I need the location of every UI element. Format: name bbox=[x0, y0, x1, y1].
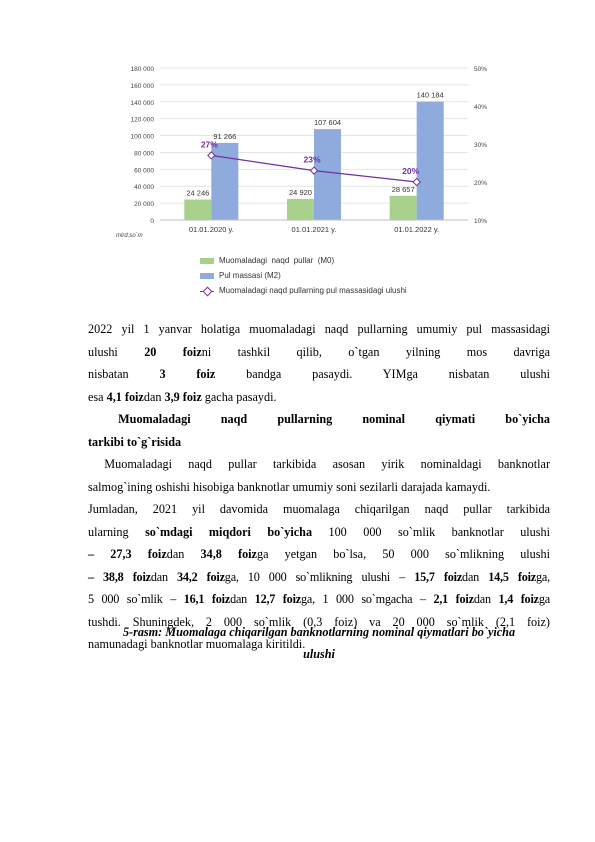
y2-tick-label: 10% bbox=[474, 218, 488, 225]
text-line bbox=[88, 498, 550, 521]
text-bold: 27,3 foiz bbox=[110, 547, 167, 561]
text-line bbox=[88, 588, 550, 611]
y-tick-label: 40 000 bbox=[134, 184, 154, 192]
text-span: Muomaladagi naqd pullar tarkibida asosan yirik nominaldagi banknotlar bbox=[104, 457, 551, 471]
text-bold: 2,1 foiz bbox=[433, 592, 474, 606]
text-span: ni tashkil qilib, o`tgan yilning mos davriga bbox=[201, 344, 551, 359]
heading-line bbox=[88, 431, 550, 454]
legend-item-m0 bbox=[200, 253, 407, 268]
text-bold: 34,8 foiz bbox=[200, 547, 257, 561]
heading-line bbox=[88, 408, 550, 431]
bar-value-label: 107 604 bbox=[313, 118, 342, 128]
text-span: esa bbox=[88, 389, 107, 404]
bar-value-label: 140 184 bbox=[416, 90, 444, 100]
legend-swatch-m2 bbox=[200, 273, 214, 279]
share-value-label: 27% bbox=[200, 139, 218, 150]
y-tick-label: 120 000 bbox=[130, 116, 154, 124]
y-tick-label: 0 bbox=[150, 218, 154, 225]
text-span: 5 000 so`mlik – bbox=[88, 592, 184, 606]
text-span: ga, 10 000 so`mlikning ulushi – bbox=[224, 569, 415, 584]
text-span: ulushi bbox=[88, 344, 145, 359]
x-tick-label: 01.01.2020 y. bbox=[188, 225, 234, 234]
text-span: tushdi. Shuningdek, 2 000 so`mlik (0,3 foiz) va 20 000 so`mlik (2,1 foiz) bbox=[88, 614, 550, 629]
bar-value-label: 24 246 bbox=[186, 188, 210, 198]
text-span: dan bbox=[473, 592, 499, 606]
text-span: bandga pasaydi. YIMga nisbatan ulushi bbox=[215, 367, 550, 381]
bar-m0 bbox=[184, 200, 211, 220]
text-bold: 1,4 foiz bbox=[498, 592, 539, 606]
text-span: ga, bbox=[536, 569, 550, 584]
legend-item-m2 bbox=[200, 268, 407, 283]
bar-value-label: 24 920 bbox=[289, 187, 312, 197]
text-span: salmog`ining oshishi hisobiga banknotlar umumiy soni sezilarli darajada kamaydi. bbox=[88, 479, 491, 494]
text-bold: 16,1 foiz bbox=[183, 592, 231, 606]
text-bold: 38,8 foiz bbox=[103, 569, 151, 584]
text-span: dan bbox=[462, 569, 489, 584]
y-axis-label: mlrd.so`m bbox=[116, 233, 143, 239]
bar-m0 bbox=[390, 196, 417, 220]
text-span: dan bbox=[166, 547, 201, 561]
text-line bbox=[88, 521, 550, 544]
y-tick-label: 60 000 bbox=[134, 167, 154, 175]
bar-m2 bbox=[211, 143, 238, 220]
text-span: ga yetgan bo`lsa, 50 000 so`mlikning ulushi bbox=[256, 547, 551, 561]
text-span: nisbatan bbox=[88, 367, 160, 381]
y-tick-label: 160 000 bbox=[130, 82, 154, 90]
y2-tick-label: 50% bbox=[474, 66, 488, 73]
legend-swatch-share bbox=[200, 287, 214, 295]
text-bold: 3 foiz bbox=[159, 367, 216, 381]
body-text bbox=[88, 318, 550, 656]
text-bold: 3,9 foiz bbox=[164, 389, 202, 404]
text-bold: so`mdagi miqdori bo`yicha bbox=[145, 524, 313, 539]
y-tick-label: 140 000 bbox=[130, 99, 154, 107]
text-bold: – bbox=[88, 547, 111, 561]
text-bold: 12,7 foiz bbox=[254, 592, 301, 606]
legend-label-share: Muomaladagi naqd pullarning pul massasidagi ulushi bbox=[219, 286, 407, 295]
figure-caption bbox=[88, 621, 550, 665]
y2-tick-label: 20% bbox=[474, 180, 488, 187]
text-bold: 20 foiz bbox=[144, 344, 202, 359]
caption-line: 5-rasm: Muomalaga chiqarilgan banknotlarning nominal qiymatlari bo`yicha bbox=[122, 625, 516, 639]
text-line bbox=[88, 566, 550, 589]
text-span: gacha pasaydi. bbox=[201, 389, 277, 404]
x-tick-label: 01.01.2022 y. bbox=[394, 225, 440, 234]
text-line bbox=[88, 386, 550, 409]
text-span: dan bbox=[150, 569, 177, 584]
y-tick-label: 100 000 bbox=[130, 133, 154, 141]
text-span: dan bbox=[143, 389, 165, 404]
paragraph-1 bbox=[88, 318, 550, 408]
text-bold: 15,7 foiz bbox=[414, 569, 463, 584]
bar-m2 bbox=[314, 129, 341, 220]
text-bold: – bbox=[88, 569, 104, 584]
text-span: dan bbox=[230, 592, 255, 606]
text-bold: 34,2 foiz bbox=[176, 569, 225, 584]
legend-item-share bbox=[200, 283, 407, 298]
text-span: namunadagi banknotlar muomalaga kiritildi. bbox=[88, 637, 306, 651]
text-bold: 4,1 foiz bbox=[106, 389, 144, 404]
bar-m0 bbox=[287, 199, 314, 220]
text-line bbox=[88, 476, 550, 499]
share-value-label: 20% bbox=[402, 166, 420, 176]
text-span: Jumladan, 2021 yil davomida muomalaga chiqarilgan naqd pullar tarkibida bbox=[88, 502, 550, 516]
chart-legend bbox=[200, 253, 407, 298]
y-tick-label: 80 000 bbox=[134, 150, 154, 158]
bar-value-label: 91 266 bbox=[213, 131, 237, 141]
text-span: ga bbox=[538, 592, 550, 606]
legend-swatch-m0 bbox=[200, 258, 214, 264]
text-bold: 14,5 foiz bbox=[488, 569, 536, 584]
x-tick-label: 01.01.2021 y. bbox=[291, 225, 337, 234]
text-line bbox=[88, 341, 550, 364]
y-tick-label: 20 000 bbox=[134, 201, 154, 209]
y2-tick-label: 40% bbox=[474, 104, 488, 111]
text-line bbox=[88, 453, 550, 476]
text-span: Muomaladagi naqd pullarning nominal qiymati bo`yicha bbox=[118, 412, 550, 426]
text-span: 100 000 so`mlik banknotlar ulushi bbox=[312, 524, 551, 539]
legend-label-m2: Pul massasi (M2) bbox=[219, 271, 281, 280]
text-line bbox=[88, 543, 550, 566]
text-span: tarkibi to`g`risida bbox=[88, 434, 182, 449]
section-heading bbox=[88, 408, 550, 453]
text-line bbox=[88, 363, 550, 386]
bar-m2 bbox=[417, 102, 444, 220]
legend-label-m0: Muomaladagi naqd pullar (M0) bbox=[219, 256, 335, 265]
chart-svg bbox=[112, 60, 492, 250]
text-span: 2022 yil 1 yanvar holatiga muomaladagi naqd pullarning umumiy pul massasidagi bbox=[88, 322, 550, 336]
share-value-label: 23% bbox=[303, 154, 321, 165]
y2-tick-label: 30% bbox=[474, 142, 488, 149]
text-span: ularning bbox=[88, 524, 146, 539]
y-tick-label: 180 000 bbox=[130, 66, 154, 73]
bar-value-label: 28 657 bbox=[391, 184, 415, 194]
caption-line: ulushi bbox=[303, 647, 335, 661]
text-line bbox=[88, 318, 550, 341]
text-span: ga, 1 000 so`mgacha – bbox=[300, 592, 434, 606]
